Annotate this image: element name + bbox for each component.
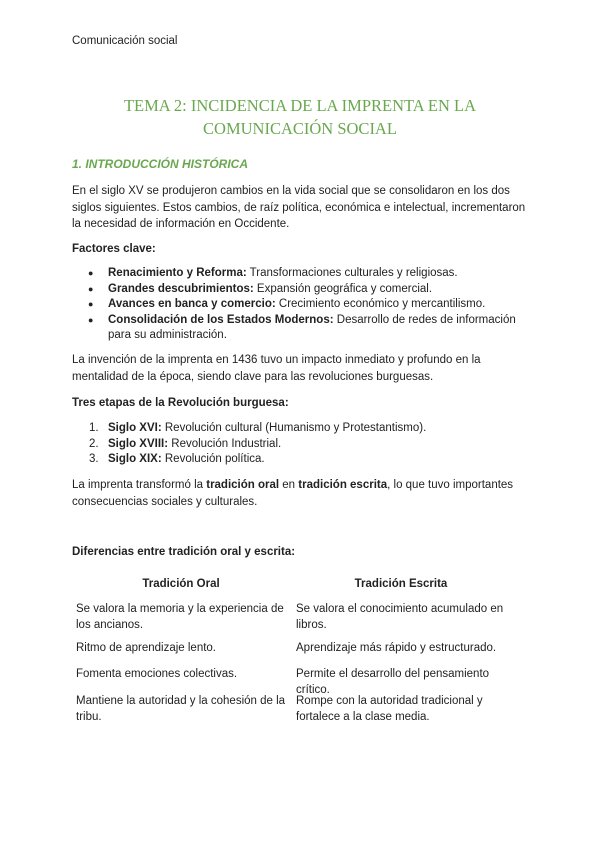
table-header-row <box>72 572 528 602</box>
list-item <box>72 313 534 344</box>
list-item <box>72 297 534 313</box>
list-item <box>72 452 534 468</box>
stages-list <box>72 421 534 468</box>
stages-label: Tres etapas de la Revolución burguesa: <box>72 397 289 409</box>
transform-text-2: en <box>279 479 299 491</box>
factor-desc: Crecimiento económico y mercantilismo. <box>275 298 486 310</box>
list-item <box>72 437 534 453</box>
table-cell: Fomenta emociones colectivas. <box>76 668 238 680</box>
table-row <box>72 694 528 728</box>
table-cell: Se valora la memoria y la experiencia de los ancianos. <box>76 603 284 631</box>
section-heading-introduccion: 1. INTRODUCCIÓN HISTÓRICA <box>72 157 249 171</box>
stage-term: Siglo XIX: <box>108 453 162 465</box>
intro-paragraph: En el siglo XV se produjeron cambios en la vida social que se consolidaron en los dos siglos siguientes. Estos cambios, de raíz política, económica e intelectual, incrementaron la necesidad de información en Occidente. <box>72 185 526 230</box>
differences-label: Diferencias entre tradición oral y escrita: <box>72 546 296 558</box>
header-oral: Tradición Oral <box>142 578 220 590</box>
title-line-1: TEMA 2: INCIDENCIA DE LA IMPRENTA EN LA <box>123 96 477 115</box>
bullet-icon: ● <box>88 283 94 294</box>
table-cell: Ritmo de aprendizaje lento. <box>76 642 216 654</box>
table-row <box>72 641 528 667</box>
table-row <box>72 602 528 641</box>
transform-paragraph <box>72 477 534 510</box>
transform-text-3: , lo que tuvo importantes consecuencias sociales y culturales. <box>72 479 514 508</box>
factors-label: Factores clave: <box>72 243 156 255</box>
factor-desc: Transformaciones culturales y religiosas. <box>246 267 458 279</box>
factor-term: Avances en banca y comercio: <box>108 298 276 310</box>
table-cell: Aprendizaje más rápido y estructurado. <box>296 642 497 654</box>
table-cell: Rompe con la autoridad tradicional y fortalece a la clase media. <box>296 695 483 723</box>
bullet-icon: ● <box>88 268 94 278</box>
factor-term: Consolidación de los Estados Modernos: <box>108 313 334 326</box>
table-cell: Se valora el conocimiento acumulado en libros. <box>296 603 504 631</box>
transform-bold-oral: tradición oral <box>206 479 280 491</box>
bullet-icon: ● <box>88 299 94 309</box>
table-cell: Mantiene la autoridad y la cohesión de la tribu. <box>76 695 286 723</box>
stage-desc: Revolución política. <box>161 453 265 465</box>
header-escrita: Tradición Escrita <box>354 578 448 590</box>
page-header: Comunicación social <box>72 35 178 47</box>
imprenta-paragraph: La invención de la imprenta en 1436 tuvo un impacto inmediato y profundo en la mentalidad de la época, siendo clave para las revoluciones burguesas. <box>72 354 481 383</box>
table-row <box>72 667 528 694</box>
stage-number: 2. <box>89 437 99 450</box>
factor-term: Grandes descubrimientos: <box>108 282 254 295</box>
transform-text-1: La imprenta transformó la <box>72 479 207 491</box>
differences-table <box>72 572 528 728</box>
bullet-icon: ● <box>88 314 94 325</box>
list-item <box>72 421 534 437</box>
factor-desc: Desarrollo de redes de información para su administración. <box>108 313 516 341</box>
page-title <box>72 94 528 140</box>
factor-term: Renacimiento y Reforma: <box>108 267 247 279</box>
stage-term: Siglo XVI: <box>108 422 162 434</box>
stage-desc: Revolución cultural (Humanismo y Protestantismo). <box>161 422 427 434</box>
stage-desc: Revolución Industrial. <box>168 437 282 450</box>
stage-number: 3. <box>89 453 99 465</box>
stage-number: 1. <box>89 422 99 434</box>
factors-list <box>72 266 534 344</box>
stage-term: Siglo XVIII: <box>108 437 169 450</box>
title-line-2: COMUNICACIÓN SOCIAL <box>203 119 397 138</box>
transform-bold-escrita: tradición escrita <box>298 479 388 491</box>
factor-desc: Expansión geográfica y comercial. <box>253 282 433 295</box>
list-item <box>72 266 534 282</box>
table-cell: Permite el desarrollo del pensamiento crítico. <box>296 668 490 696</box>
list-item <box>72 282 534 298</box>
